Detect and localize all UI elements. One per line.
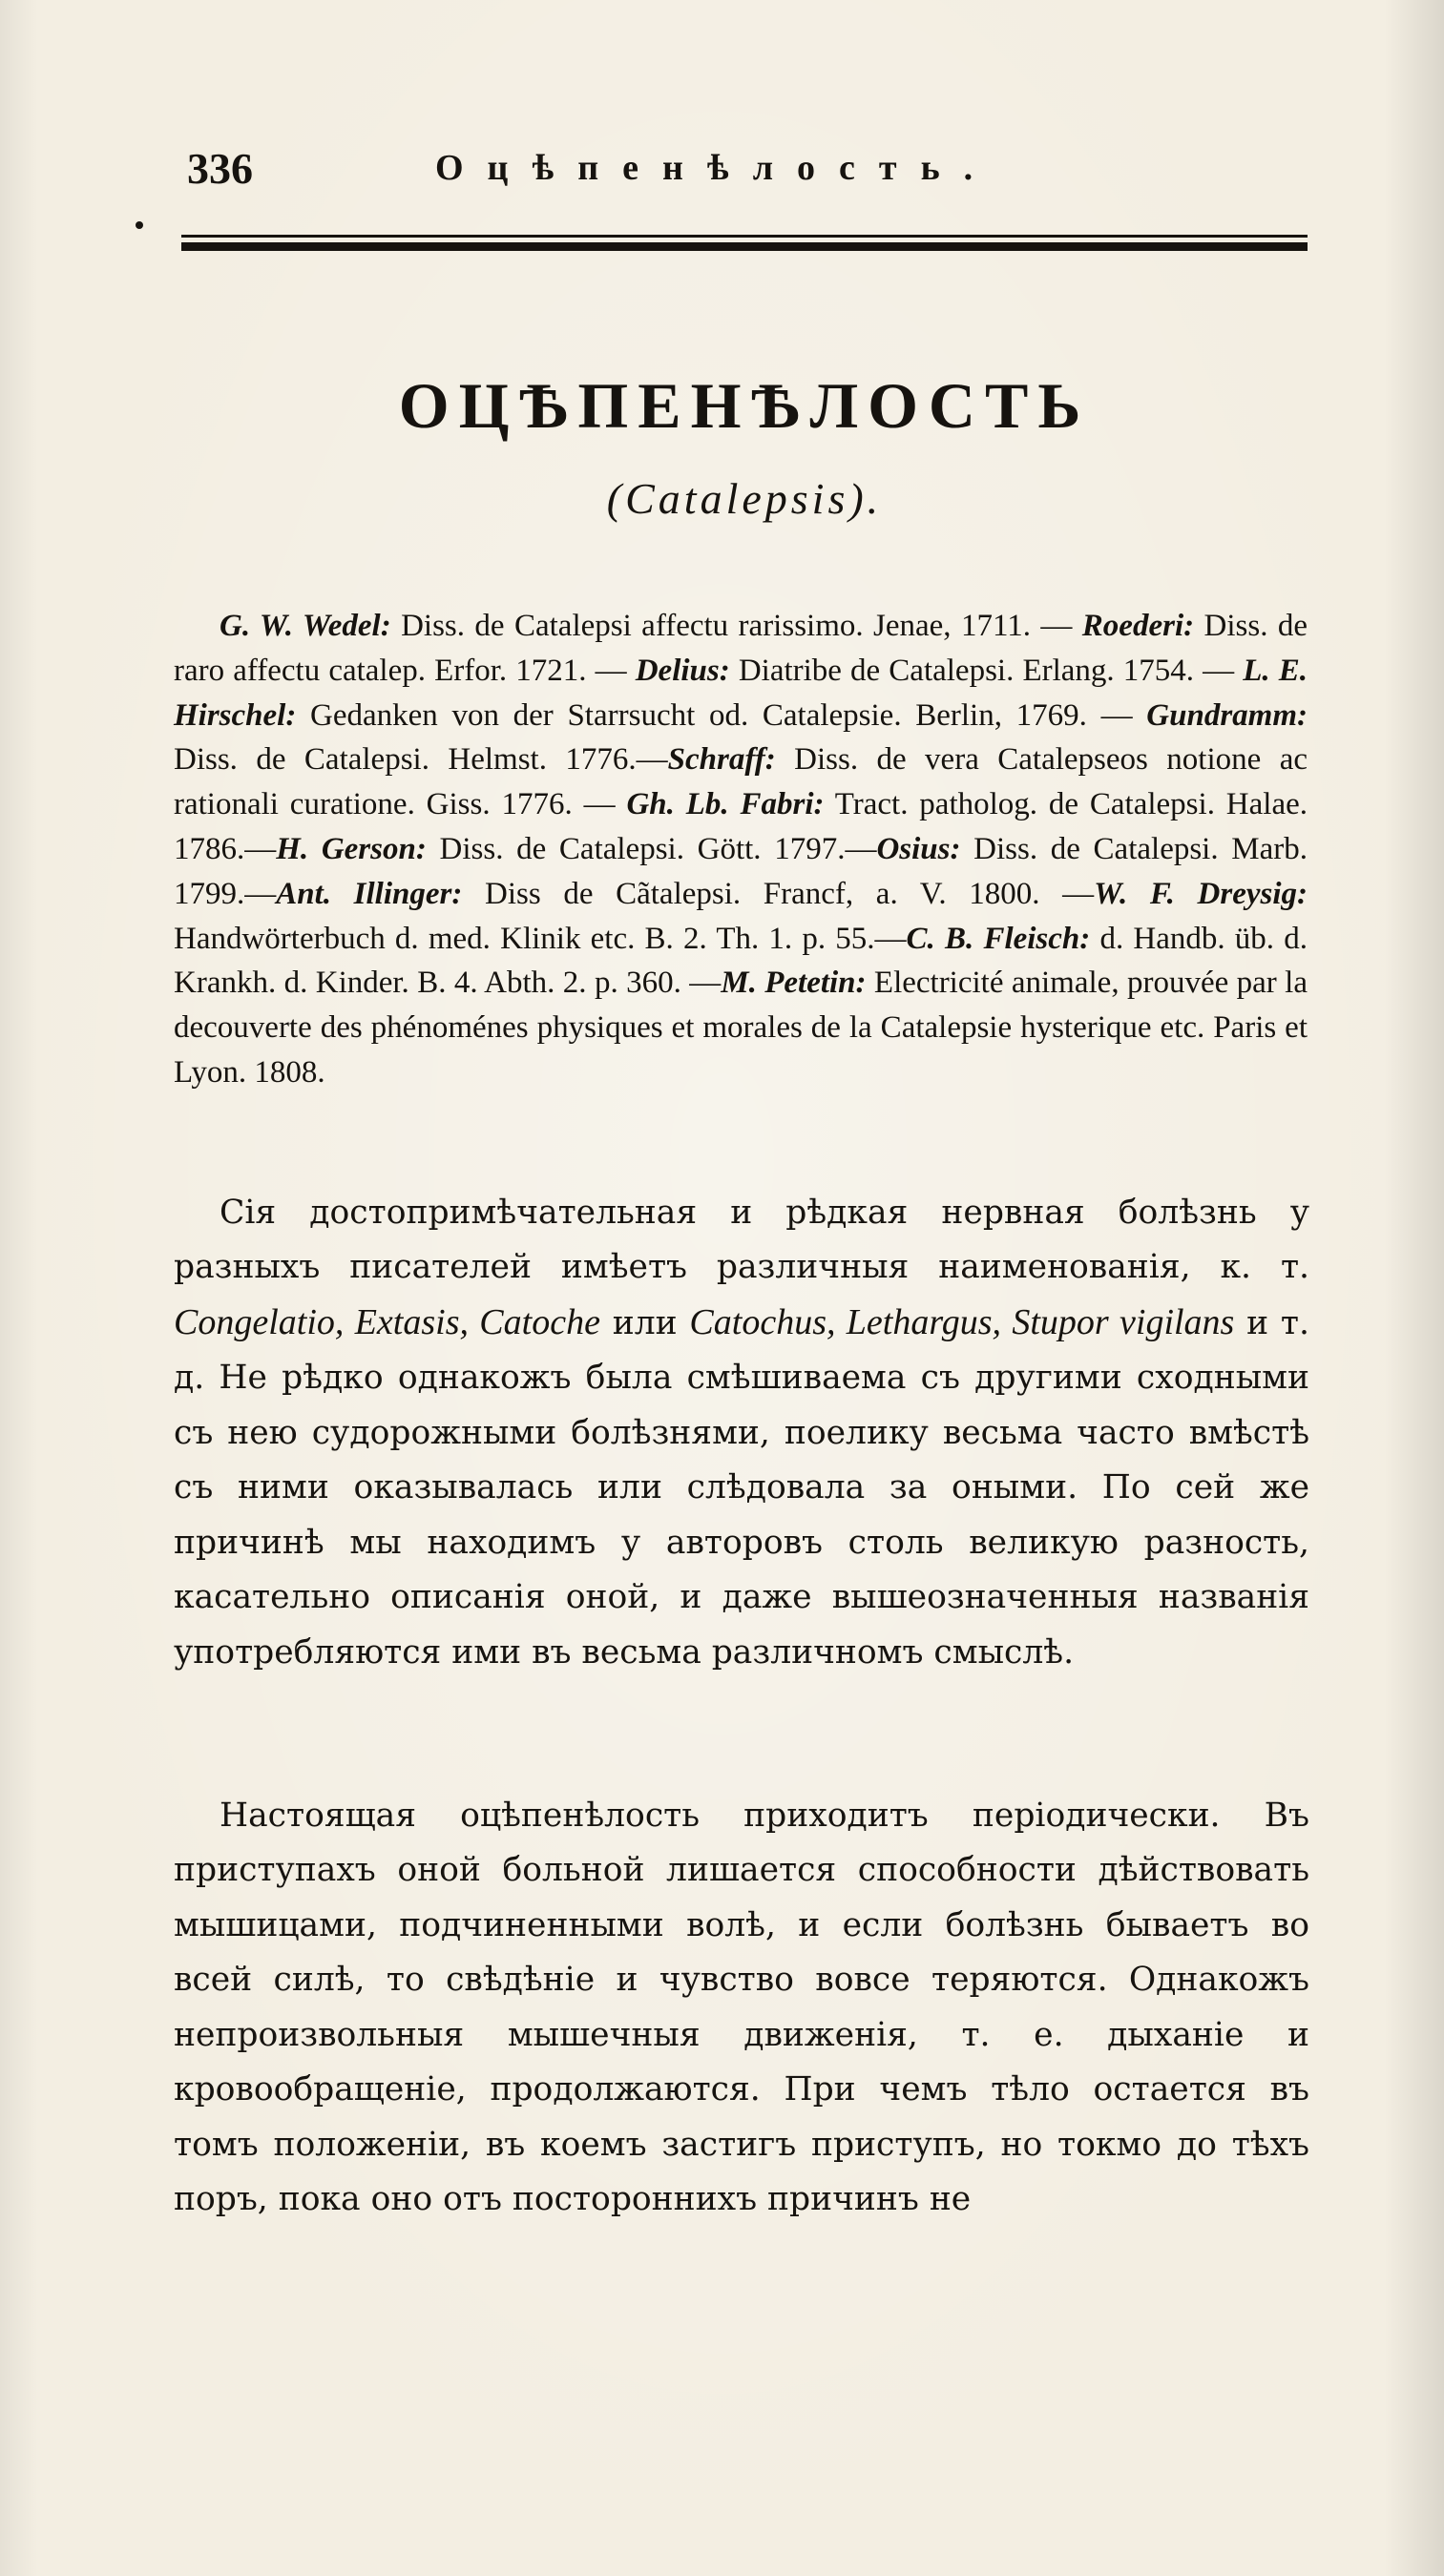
text-run: Gedanken von der Starrsucht od. Catalepsie. Berlin, 1769. — bbox=[296, 697, 1147, 733]
body-paragraph-1 bbox=[174, 1186, 1309, 1681]
page-number: 336 bbox=[187, 144, 253, 193]
italic-run: Delius: bbox=[635, 653, 730, 688]
text-run: Diatribe de Catalepsi. Erlang. 1754. — bbox=[729, 653, 1244, 688]
italic-run: Gundramm: bbox=[1146, 697, 1308, 733]
text-run: или bbox=[599, 1303, 690, 1342]
running-head bbox=[187, 143, 1304, 200]
italic-run: W. F. Dreysig: bbox=[1094, 876, 1308, 911]
italic-run: G. W. Wedel: bbox=[220, 609, 391, 643]
text-run: d. Handb. üb. d. Krankh. d. Kinder. B. 4. Abth. 2. p. 360. — bbox=[174, 921, 1308, 1001]
header-rule-thin bbox=[181, 235, 1308, 238]
italic-run: Congelatio, Extasis, Catoche bbox=[174, 1301, 600, 1342]
text-run: Diss. de Catalepsi. Gött. 1797.— bbox=[426, 831, 877, 866]
text-run: Tract. patholog. de Catalepsi. Halae. 1786.— bbox=[174, 787, 1308, 866]
text-run: Diss. de Catalepsi. Helmst. 1776.— bbox=[174, 742, 668, 778]
text-run: Настоящая оцѣпенѣлость приходитъ періодически. Въ приступахъ оной больной лишается способности дѣйствовать мышицами, подчиненными волѣ, и если болѣзнь бываетъ во всей силѣ, то свѣдѣніе и чувство вовсе теряются. Однакожъ непроизвольныя мышечныя движенія, т. е. дыханіе и кровообращеніе, продолжаются. При чемъ тѣло остается въ томъ положеніи, въ коемъ застигъ приступъ, но токмо до тѣхъ поръ, пока оно отъ постороннихъ причинъ не bbox=[174, 1796, 1309, 2218]
italic-run: Roederi: bbox=[1081, 609, 1195, 643]
italic-run: H. Gerson: bbox=[276, 831, 427, 866]
bibliography bbox=[174, 604, 1308, 1095]
text-run: Сія достопримѣчательная и рѣдкая нервная болѣзнь у разныхъ писателей имѣетъ различныя наименованія, к. т. bbox=[174, 1193, 1309, 1286]
header-rule-thick bbox=[181, 242, 1308, 251]
text-run: Diss. de raro affectu catalep. Erfor. 1721. — bbox=[174, 609, 1308, 688]
text-run: Electricité animale, prouvée par la decouverte des phénoménes physiques et morales de la Catalepsie hysterique etc. Paris et Lyon. 1808. bbox=[174, 966, 1308, 1090]
italic-run: Ant. Illinger: bbox=[276, 876, 463, 911]
text-run: Diss de Cãtalepsi. Francf, a. V. 1800. — bbox=[462, 876, 1095, 911]
italic-run: Schraff: bbox=[667, 742, 776, 778]
body-paragraph-2 bbox=[174, 1789, 1309, 2228]
italic-run: Gh. Lb. Fabri: bbox=[626, 787, 825, 822]
running-title: Оцѣпенѣлость. bbox=[435, 148, 997, 188]
margin-mark bbox=[136, 221, 143, 229]
header-rule bbox=[181, 235, 1308, 254]
text-run: Diss. de Catalepsi affectu rarissimo. Jenae, 1711. — bbox=[390, 609, 1082, 643]
text-run: и т. д. Не рѣдко однакожъ была смѣшиваема съ другими сходными съ нею судорожными болѣзнями, поелику весьма часто вмѣстѣ съ ними оказывалась или слѣдовала за оными. По сей же причинѣ мы находимъ у авторовъ столь великую разность, касательно описанія оной, и даже вышеозначенныя названія употребляются ими въ весьма различномъ смыслѣ. bbox=[174, 1303, 1309, 1672]
italic-run: C. B. Fleisch: bbox=[906, 921, 1091, 956]
italic-run: Osius: bbox=[876, 831, 961, 866]
text-run: Diss. de Catalepsi. Marb. 1799.— bbox=[174, 831, 1308, 911]
italic-run: L. E. Hirschel: bbox=[174, 653, 1308, 733]
article-title: ОЦѢПЕНѢЛОСТЬ bbox=[398, 369, 1091, 442]
text-run: Diss. de vera Catalepseos notione ac rationali curatione. Giss. 1776. — bbox=[174, 742, 1308, 822]
italic-run: M. Petetin: bbox=[721, 966, 867, 1001]
text-run: Handwörterbuch d. med. Klinik etc. B. 2. Th. 1. p. 55.— bbox=[174, 921, 907, 956]
article-subtitle: (Catalepsis). bbox=[606, 474, 883, 523]
italic-run: Catochus, Lethargus, Stupor vigilans bbox=[689, 1301, 1235, 1342]
